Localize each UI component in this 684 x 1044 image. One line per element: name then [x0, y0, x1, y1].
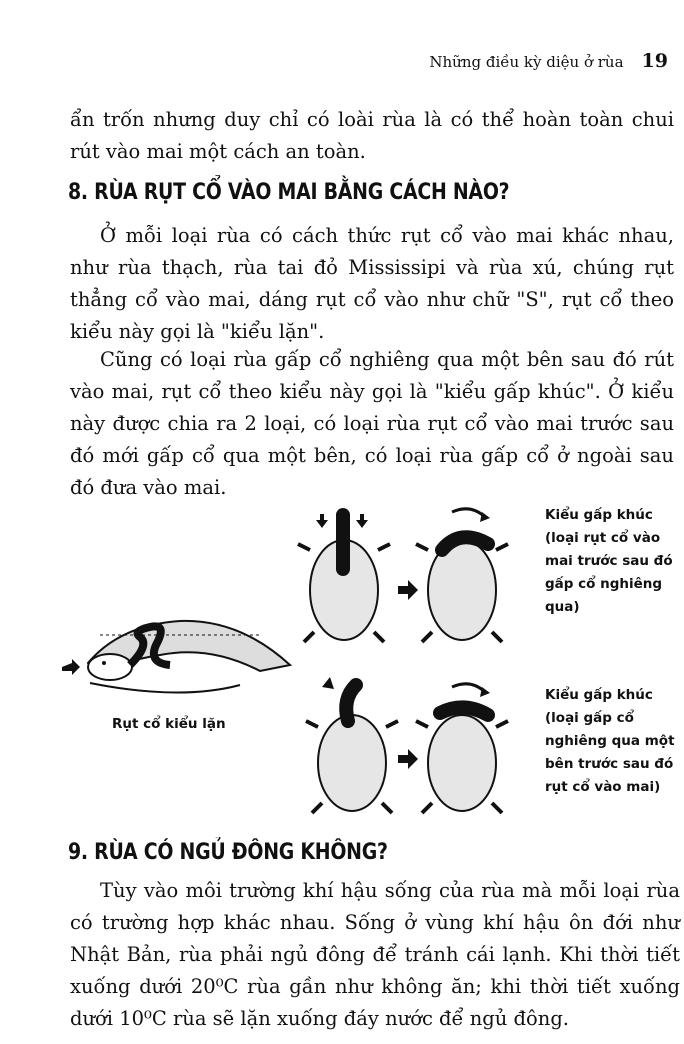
header-title: Những điều kỳ diệu ở rùa — [429, 53, 624, 71]
turtle-dive-illustration — [60, 605, 300, 705]
caption-dive: Rụt cổ kiểu lặn — [112, 716, 226, 732]
intro-paragraph: ẩn trốn nhưng duy chỉ có loài rùa là có thể hoàn toàn chui rút vào mai một cách an toàn. — [70, 108, 674, 163]
caption-fold-2: Kiểu gấp khúc (loại gấp cổ nghiêng qua một bên trước sau đó rụt cổ vào mai) — [545, 687, 675, 795]
section-8-paragraph-1: Ở mỗi loại rùa có cách thức rụt cổ vào mai khác nhau, như rùa thạch, rùa tai đỏ Mississipi và rùa xú, chúng rụt thẳng cổ vào mai, dáng rụt cổ vào như chữ "S", rụt cổ theo kiểu này gọi là "kiểu lặn". — [70, 224, 674, 343]
caption-fold-1: Kiểu gấp khúc (loại rụt cổ vào mai trước sau đó gấp cổ nghiêng qua) — [545, 507, 673, 615]
running-header — [429, 50, 668, 72]
section-9-heading: 9. RÙA CÓ NGỦ ĐÔNG KHÔNG? — [68, 840, 388, 865]
turtle-fold-1-illustration — [292, 500, 532, 650]
page-number: 19 — [641, 50, 668, 72]
turtle-fold-2-illustration — [292, 675, 532, 820]
section-8-paragraph-2: Cũng có loại rùa gấp cổ nghiêng qua một bên sau đó rút vào mai, rụt cổ theo kiểu này gọi là "kiểu gấp khúc". Ở kiểu này được chia ra 2 loại, có loại rùa rụt cổ vào mai trước sau đó mới gấp cổ qua một bên, có loại rùa gấp cổ ở ngoài sau đó đưa vào mai. — [70, 348, 674, 499]
section-8-heading: 8. RÙA RỤT CỔ VÀO MAI BẰNG CÁCH NÀO? — [68, 180, 510, 205]
section-9-paragraph: Tùy vào môi trường khí hậu sống của rùa mà mỗi loại rùa có trường hợp khác nhau. Sống ở vùng khí hậu ôn đới như Nhật Bản, rùa phải ngủ đông để tránh cái lạnh. Khi thời tiết xuống dưới 20⁰C rùa gần như không ăn; khi thời tiết xuống dưới 10⁰C rùa sẽ lặn xuống đáy nước để ngủ đông. — [70, 879, 680, 1030]
